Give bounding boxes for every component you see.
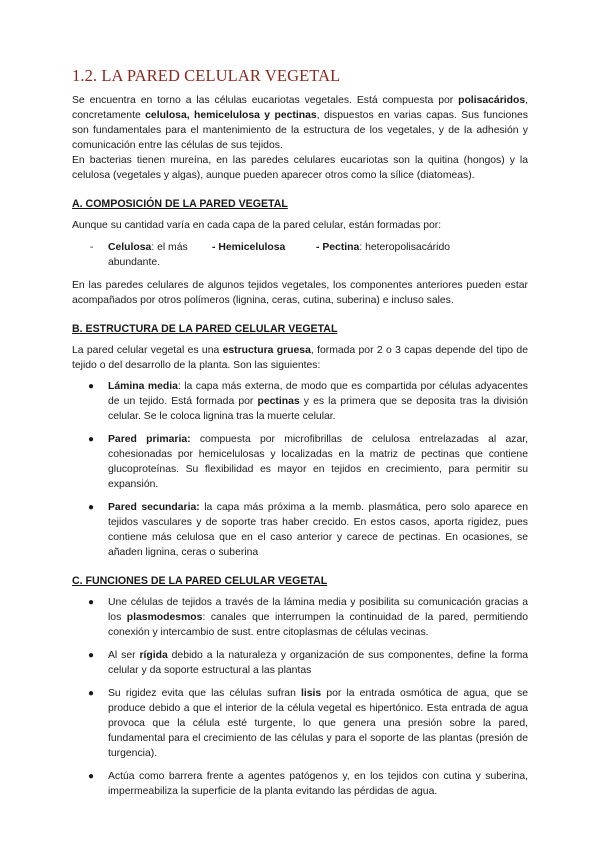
list-dash: -: [90, 242, 94, 253]
list-item: ● Une células de tejidos a través de la lámina media y posibilita su comunicación gracias a los plasmodesmos: canales que interrumpen la continuidad de la pared, permitiendo conexión y intercambio de sust. entre citoplasmas de células vecinas.: [88, 597, 528, 638]
list-item: ● Lámina media: la capa más externa, de modo que es compartida por células adyacentes de un tejido. Está formada por pectinas y es la primera que se deposita tras la división celular. Se le coloca lignina tras la muerte celular.: [88, 381, 529, 422]
section-c-heading: C. FUNCIONES DE LA PARED CELULAR VEGETAL: [72, 575, 328, 587]
section-a-heading: A. COMPOSICIÓN DE LA PARED VEGETAL: [72, 198, 288, 210]
section-a-paragraph-1: Aunque su cantidad varía en cada capa de la pared celular, están formadas por:: [72, 220, 442, 231]
list-item: ● Su rigidez evita que las células sufran lisis por la entrada osmótica de agua, que se produce debido a que el interior de la célula vegetal es hipertónico. Esta entrada de agua provoca que la célula esté turgente, lo que genera una presión sobre la pared, fundamental para el crecimiento de las células y para el soporte de las plantas (presión de turgencia).: [88, 688, 528, 759]
component-pectina: - Pectina: heteropolisacárido: [316, 242, 450, 253]
intro-paragraph-1: Se encuentra en torno a las células eucariotas vegetales. Está compuesta por polisacáridos, concretamente celulosa, hemicelulosa y pectinas, dispuestos en varias capas. Sus funciones son fundamentales para el mantenimiento de la estructura de los vegetales, y de la adhesión y comunicación entre las células de sus tejidos.: [72, 95, 528, 151]
section-b-paragraph-1: La pared celular vegetal es una estructura gruesa, formada por 2 o 3 capas depende del tipo de tejido o del desarrollo de la planta. Son las siguientes:: [72, 345, 528, 371]
list-item: ● Al ser rígida debido a la naturaleza y organización de sus componentes, define la forma celular y da soporte estructural a las plantas: [88, 650, 529, 676]
page-content: [72, 68, 528, 807]
functions-list: [72, 595, 528, 799]
list-item: ● Pared secundaria: la capa más próxima a la memb. plasmática, pero solo aparece en tejidos vasculares y de soporte tras haber crecido. En estos casos, aporta rigidez, pues contiene más celulosa que en el caso anterior y carece de pectinas. En ocasiones, se añaden lignina, ceras o suberina: [88, 502, 528, 558]
component-celulosa: Celulosa: el más abundante.: [108, 242, 188, 268]
list-item: ● Actúa como barrera frente a agentes patógenos y, en los tejidos con cutina y suberina, impermeabiliza la superficie de la planta evitando las pérdidas de agua.: [88, 771, 528, 797]
intro-paragraph-2: En bacterias tienen mureína, en las paredes celulares eucariotas son la quitina (hongos) y la celulosa (vegetales y algas), aunque pueden aparecer otros como la sílice (diatomeas).: [72, 155, 528, 181]
structure-list: [72, 379, 528, 560]
list-item: ● Pared primaria: compuesta por microfibrillas de celulosa entrelazadas al azar, cohesionadas por hemicelulosas y localizadas en la matriz de pectinas que contiene glucoproteínas. Su flexibilidad es mayor en tejidos en crecimiento, para permitir su expansión.: [88, 434, 529, 490]
section-b-heading: B. ESTRUCTURA DE LA PARED CELULAR VEGETAL: [72, 323, 338, 335]
components-list: [72, 240, 528, 270]
page-title: 1.2. LA PARED CELULAR VEGETAL: [72, 66, 341, 85]
section-a-paragraph-2: En las paredes celulares de algunos tejidos vegetales, los componentes anteriores pueden estar acompañados por otros polímeros (lignina, ceras, cutina, suberina) e incluso sales.: [72, 280, 528, 306]
component-hemicelulosa: - Hemicelulosa: [212, 242, 286, 253]
